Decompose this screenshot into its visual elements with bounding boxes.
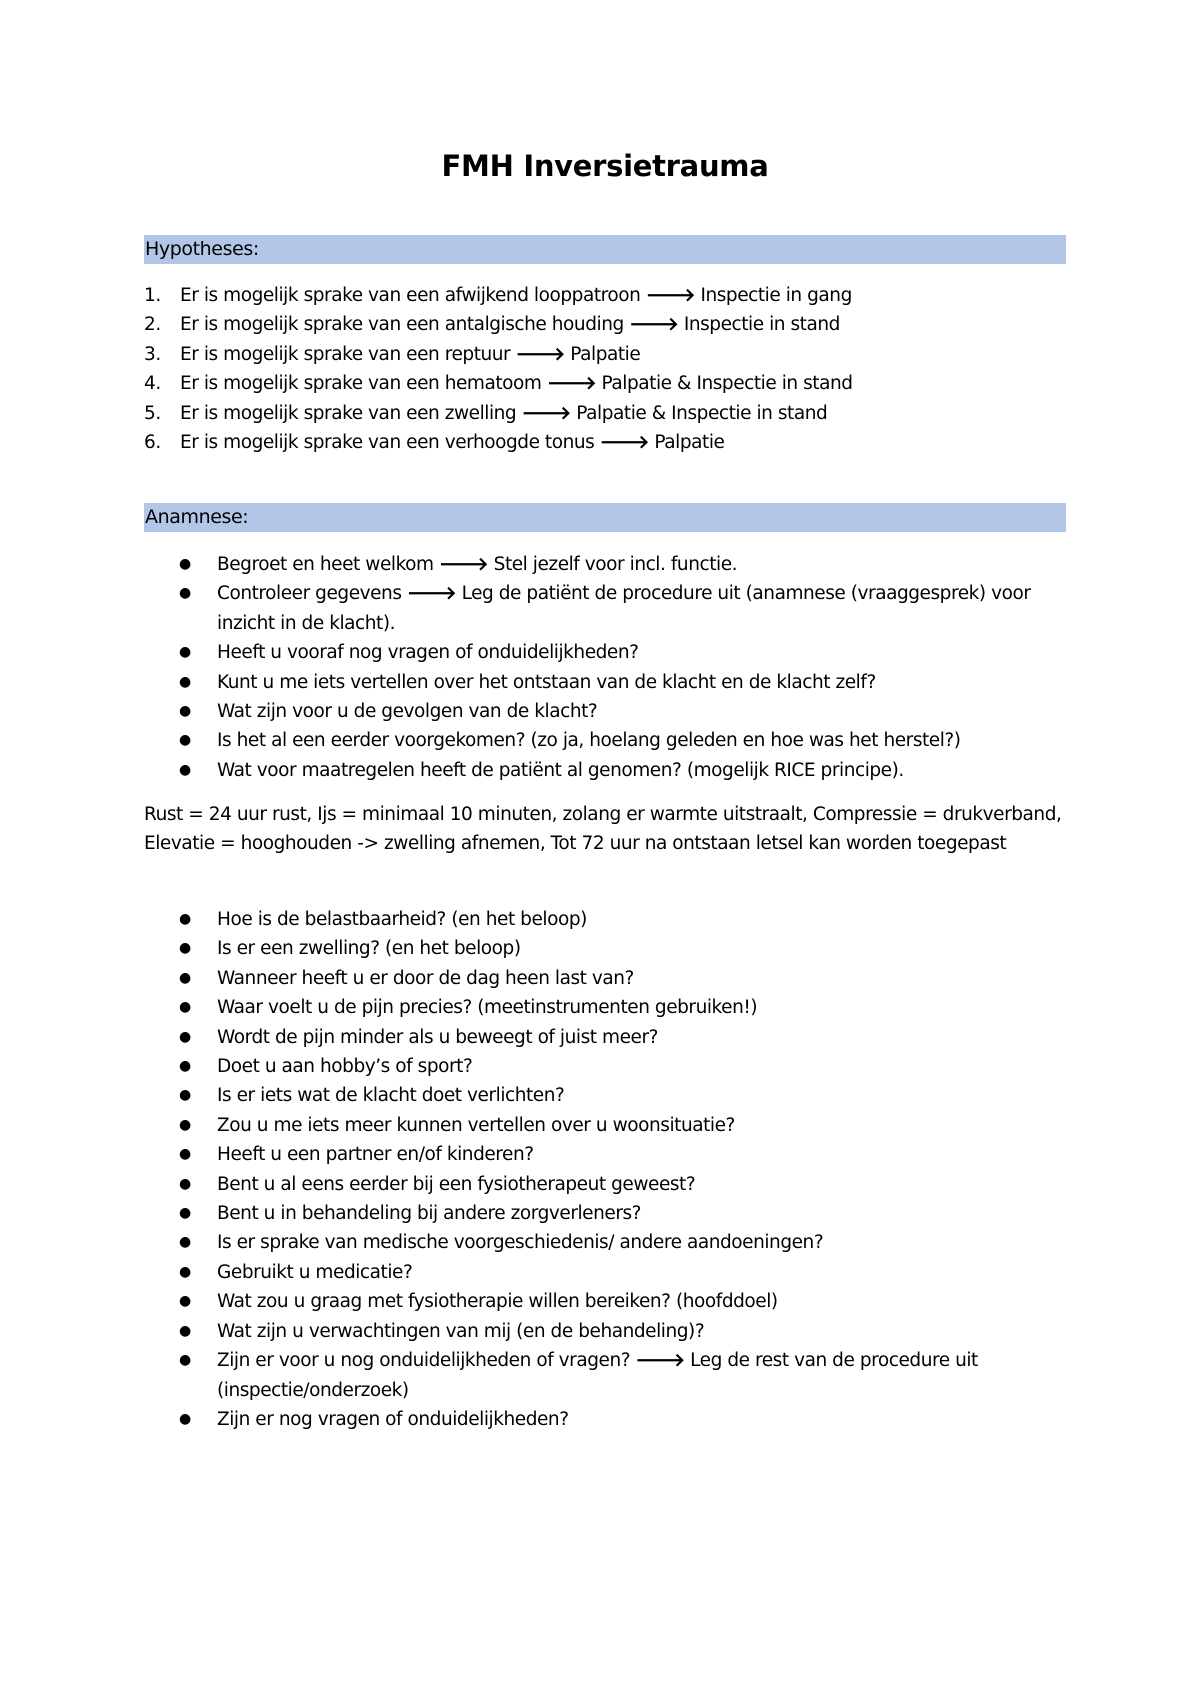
bullet-icon: ●	[179, 1087, 191, 1104]
list-item-text: Wat zijn voor u de gevolgen van de klacht?	[217, 701, 598, 723]
document-title: FMH Inversietrauma	[441, 149, 769, 183]
hypothesis-target: Palpatie & Inspectie in stand	[576, 402, 828, 424]
list-item-text: Zijn er voor u nog onduidelijkheden of vragen?	[217, 1350, 631, 1372]
list-number: 1.	[144, 285, 161, 306]
arrow-right-icon: 🡒	[406, 583, 457, 605]
bullet-icon: ●	[179, 673, 191, 690]
bullet-icon: ●	[179, 1175, 191, 1192]
hypothesis-target: Inspectie in stand	[683, 314, 840, 336]
list-item-text: Hoe is de belastbaarheid? (en het beloop)	[217, 909, 587, 930]
list-item-text: Zou u me iets meer kunnen vertellen over u woonsituatie?	[217, 1114, 735, 1136]
arrow-right-icon: 🡒	[546, 373, 597, 395]
section-heading-label: Anamnese:	[145, 506, 249, 528]
hypothesis-text: Er is mogelijk sprake van een afwijkend looppatroon	[180, 285, 641, 306]
list-item	[144, 993, 1066, 1022]
bullet-icon: ●	[179, 1028, 191, 1045]
list-item	[144, 905, 1066, 934]
list-item-text: Bent u al eens eerder bij een fysiotherapeut geweest?	[217, 1173, 696, 1195]
bullet-icon: ●	[179, 911, 191, 927]
list-item	[144, 668, 1066, 697]
list-number: 3.	[144, 343, 161, 365]
arrow-right-icon: 🡒	[635, 1350, 685, 1372]
list-item-text: Begroet en heet welkom	[217, 554, 434, 575]
bullet-icon: ●	[179, 1234, 191, 1251]
list-item	[144, 638, 1066, 667]
list-item-text: Wat zijn u verwachtingen van mij (en de behandeling)?	[217, 1320, 705, 1342]
list-number: 4.	[144, 373, 161, 395]
anamnese-list-one	[144, 550, 1066, 785]
section-heading-hypotheses	[144, 235, 1066, 264]
list-item	[144, 1023, 1066, 1052]
hypothesis-target: Palpatie & Inspectie in stand	[601, 373, 853, 395]
hypothesis-text: Er is mogelijk sprake van een verhoogde tonus	[180, 432, 595, 454]
list-item	[144, 1052, 1066, 1081]
list-item-text: Wordt de pijn minder als u beweegt of juist meer?	[217, 1026, 658, 1048]
rice-paragraph: Rust = 24 uur rust, Ijs = minimaal 10 minuten, zolang er warmte uitstraalt, Compressie = drukverband, Elevatie = hooghouden -> zwelling afnemen, Tot 72 uur na ontstaan letsel kan worden toegepast	[144, 804, 1062, 855]
list-item-text: Bent u in behandeling bij andere zorgverleners?	[217, 1203, 642, 1225]
bullet-icon: ●	[179, 1205, 191, 1222]
bullet-icon: ●	[179, 999, 191, 1016]
hypotheses-list	[144, 281, 1066, 457]
list-item-text: Is er sprake van medische voorgeschiedenis/ andere aandoeningen?	[217, 1232, 824, 1254]
arrow-right-icon: 🡒	[599, 432, 649, 454]
bullet-icon: ●	[179, 1263, 191, 1280]
hypothesis-target: Palpatie	[570, 343, 641, 365]
section-heading-anamnese	[144, 503, 1066, 532]
hypothesis-text: Er is mogelijk sprake van een zwelling	[180, 402, 517, 424]
bullet-icon: ●	[179, 644, 191, 661]
list-item	[144, 964, 1066, 993]
list-item-after: Leg de rest van de procedure uit (inspectie/onderzoek)	[217, 1350, 978, 1401]
list-item-text: Heeft u vooraf nog vragen of onduidelijkheden?	[217, 642, 639, 664]
bullet-icon: ●	[179, 1058, 191, 1075]
bullet-icon: ●	[179, 1352, 191, 1369]
list-item-text: Zijn er nog vragen of onduidelijkheden?	[217, 1408, 569, 1430]
list-item	[144, 1346, 1066, 1405]
list-item	[144, 1199, 1066, 1228]
list-item	[144, 1258, 1066, 1287]
list-number: 2.	[144, 314, 161, 336]
bullet-icon: ●	[179, 1322, 191, 1339]
list-item-text: Is er een zwelling? (en het beloop)	[217, 938, 521, 960]
hypothesis-target: Palpatie	[654, 432, 725, 454]
bullet-icon: ●	[179, 556, 191, 572]
list-item	[144, 756, 1066, 785]
list-item	[144, 1228, 1066, 1257]
list-item-text: Heeft u een partner en/of kinderen?	[217, 1144, 534, 1166]
bullet-icon: ●	[179, 1116, 191, 1133]
list-item	[144, 697, 1066, 726]
list-item	[144, 726, 1066, 755]
bullet-icon: ●	[179, 969, 191, 986]
list-number: 5.	[144, 402, 161, 424]
list-item-text: Gebruikt u medicatie?	[217, 1261, 413, 1283]
list-item	[144, 934, 1066, 963]
list-item-after: Stel jezelf voor incl. functie.	[493, 554, 738, 575]
bullet-icon: ●	[179, 1293, 191, 1310]
hypothesis-target: Inspectie in gang	[700, 285, 852, 306]
bullet-icon: ●	[179, 940, 191, 957]
arrow-right-icon: 🡒	[521, 402, 571, 424]
bullet-icon: ●	[179, 1146, 191, 1163]
hypothesis-item	[144, 340, 1066, 369]
arrow-right-icon: 🡒	[515, 343, 565, 365]
list-item-text: Wat zou u graag met fysiotherapie willen bereiken? (hoofddoel)	[217, 1291, 778, 1313]
list-item-after: Leg de patiënt de procedure uit (anamnese (vraaggesprek) voor inzicht in de klacht).	[217, 583, 1031, 634]
list-item-text: Is het al een eerder voorgekomen? (zo ja, hoelang geleden en hoe was het herstel?)	[217, 730, 961, 752]
bullet-icon: ●	[179, 585, 191, 602]
section-heading-label: Hypotheses:	[145, 238, 259, 260]
document-page	[144, 0, 1066, 1696]
arrow-right-icon: 🡒	[629, 314, 679, 336]
hypothesis-item	[144, 310, 1066, 339]
bullet-icon: ●	[179, 703, 191, 720]
list-item	[144, 1140, 1066, 1169]
list-number: 6.	[144, 432, 161, 454]
list-item-text: Doet u aan hobby’s of sport?	[217, 1056, 473, 1078]
hypothesis-item	[144, 428, 1066, 457]
list-item	[144, 1317, 1066, 1346]
hypothesis-item	[144, 369, 1066, 398]
arrow-right-icon: 🡒	[645, 285, 696, 306]
arrow-right-icon: 🡒	[439, 554, 489, 575]
bullet-icon: ●	[179, 761, 191, 778]
bullet-icon: ●	[179, 732, 191, 749]
list-item-text: Kunt u me iets vertellen over het ontstaan van de klacht en de klacht zelf?	[217, 671, 876, 693]
list-item-text: Controleer gegevens	[217, 583, 402, 605]
list-item	[144, 1111, 1066, 1140]
hypothesis-text: Er is mogelijk sprake van een antalgische houding	[180, 314, 624, 336]
list-item-text: Wanneer heeft u er door de dag heen last van?	[217, 967, 634, 989]
list-item	[144, 550, 1066, 579]
hypothesis-text: Er is mogelijk sprake van een hematoom	[180, 373, 542, 395]
list-item	[144, 1287, 1066, 1316]
bullet-icon: ●	[179, 1410, 191, 1427]
list-item-text: Is er iets wat de klacht doet verlichten?	[217, 1085, 565, 1107]
anamnese-list-two	[144, 905, 1066, 1434]
list-item	[144, 579, 1066, 638]
hypothesis-item	[144, 399, 1066, 428]
list-item-text: Wat voor maatregelen heeft de patiënt al genomen? (mogelijk RICE principe).	[217, 759, 904, 781]
list-item-text: Waar voelt u de pijn precies? (meetinstrumenten gebruiken!)	[217, 997, 758, 1019]
list-item	[144, 1170, 1066, 1199]
list-item	[144, 1081, 1066, 1110]
hypothesis-item	[144, 281, 1066, 310]
list-item	[144, 1405, 1066, 1434]
hypothesis-text: Er is mogelijk sprake van een reptuur	[180, 343, 511, 365]
